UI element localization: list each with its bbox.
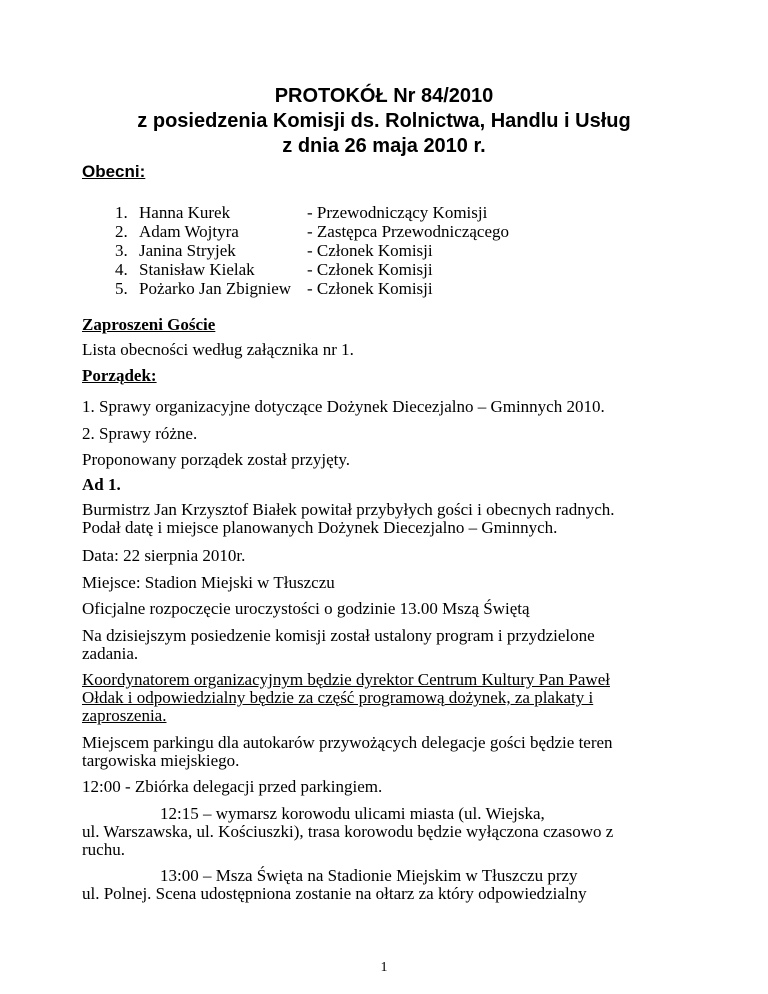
schedule-1300-line: 13:00 – Msza Święta na Stadionie Miejskim w Tłuszczu przy bbox=[160, 866, 578, 885]
schedule-1215-line: ruchu. bbox=[82, 840, 125, 859]
agenda-heading-text: Porządek: bbox=[82, 366, 157, 385]
attendee-name: Stanisław Kielak bbox=[139, 260, 255, 279]
parking-line: Miejscem parkingu dla autokarów przywożących delegacje gości będzie teren bbox=[82, 733, 613, 752]
guests-text: Lista obecności według załącznika nr 1. bbox=[82, 340, 354, 359]
attendee-role: - Członek Komisji bbox=[307, 279, 433, 298]
coordinator-line: zaproszenia. bbox=[82, 706, 167, 725]
ad1-text-line: Podał datę i miejsce planowanych Dożynek Diecezjalno – Gminnych. bbox=[82, 518, 558, 537]
guests-heading-text: Zaproszeni Goście bbox=[82, 315, 216, 334]
attendee-role: - Zastępca Przewodniczącego bbox=[307, 222, 509, 241]
coordinator-line: Ołdak i odpowiedzialny będzie za część programową dożynek, za plakaty i bbox=[82, 688, 594, 707]
place-line: Miejsce: Stadion Miejski w Tłuszczu bbox=[82, 573, 335, 592]
attendee-role: - Przewodniczący Komisji bbox=[307, 203, 488, 222]
attendee-number: 4. bbox=[115, 260, 128, 279]
ad1-heading: Ad 1. bbox=[82, 475, 121, 494]
schedule-1215-line: ul. Warszawska, ul. Kościuszki), trasa korowodu będzie wyłączona czasowo z bbox=[82, 822, 614, 841]
schedule-1300-line: ul. Polnej. Scena udostępniona zostanie na ołtarz za który odpowiedzialny bbox=[82, 884, 587, 903]
attendee-role: - Członek Komisji bbox=[307, 241, 433, 260]
opening-line: Oficjalne rozpoczęcie uroczystości o godzinie 13.00 Mszą Świętą bbox=[82, 599, 530, 618]
agenda-item: 1. Sprawy organizacyjne dotyczące Dożynek Diecezjalno – Gminnych 2010. bbox=[82, 397, 605, 416]
document-subtitle: z posiedzenia Komisji ds. Rolnictwa, Handlu i Usług bbox=[137, 110, 631, 132]
coordinator-line: Koordynatorem organizacyjnym będzie dyrektor Centrum Kultury Pan Paweł bbox=[82, 670, 610, 689]
page-number: 1 bbox=[380, 960, 388, 975]
attendee-number: 5. bbox=[115, 279, 128, 298]
attendee-name: Adam Wojtyra bbox=[139, 222, 239, 241]
guests-heading bbox=[82, 315, 692, 335]
agenda-heading bbox=[82, 366, 692, 386]
program-line: Na dzisiejszym posiedzenie komisji został ustalony program i przydzielone bbox=[82, 626, 595, 645]
date-line: Data: 22 sierpnia 2010r. bbox=[82, 546, 246, 565]
attendee-name: Janina Stryjek bbox=[139, 241, 236, 260]
document-date: z dnia 26 maja 2010 r. bbox=[282, 135, 486, 157]
attendee-name: Hanna Kurek bbox=[139, 203, 231, 222]
attendee-number: 1. bbox=[115, 203, 128, 222]
agenda-item: 2. Sprawy różne. bbox=[82, 424, 198, 443]
attendee-number: 3. bbox=[115, 241, 128, 260]
program-line: zadania. bbox=[82, 644, 139, 663]
attendee-name: Pożarko Jan Zbigniew bbox=[139, 279, 292, 298]
attendee-role: - Członek Komisji bbox=[307, 260, 433, 279]
document-title: PROTOKÓŁ Nr 84/2010 bbox=[274, 85, 494, 107]
parking-line: targowiska miejskiego. bbox=[82, 751, 240, 770]
attendee-number: 2. bbox=[115, 222, 128, 241]
schedule-1215-line: 12:15 – wymarsz korowodu ulicami miasta (ul. Wiejska, bbox=[160, 804, 545, 823]
ad1-text-line: Burmistrz Jan Krzysztof Białek powitał przybyłych gości i obecnych radnych. bbox=[82, 500, 615, 519]
attendees-heading: Obecni: bbox=[82, 162, 146, 181]
schedule-1200: 12:00 - Zbiórka delegacji przed parkingiem. bbox=[82, 777, 383, 796]
agenda-accepted: Proponowany porządek został przyjęty. bbox=[82, 450, 350, 469]
